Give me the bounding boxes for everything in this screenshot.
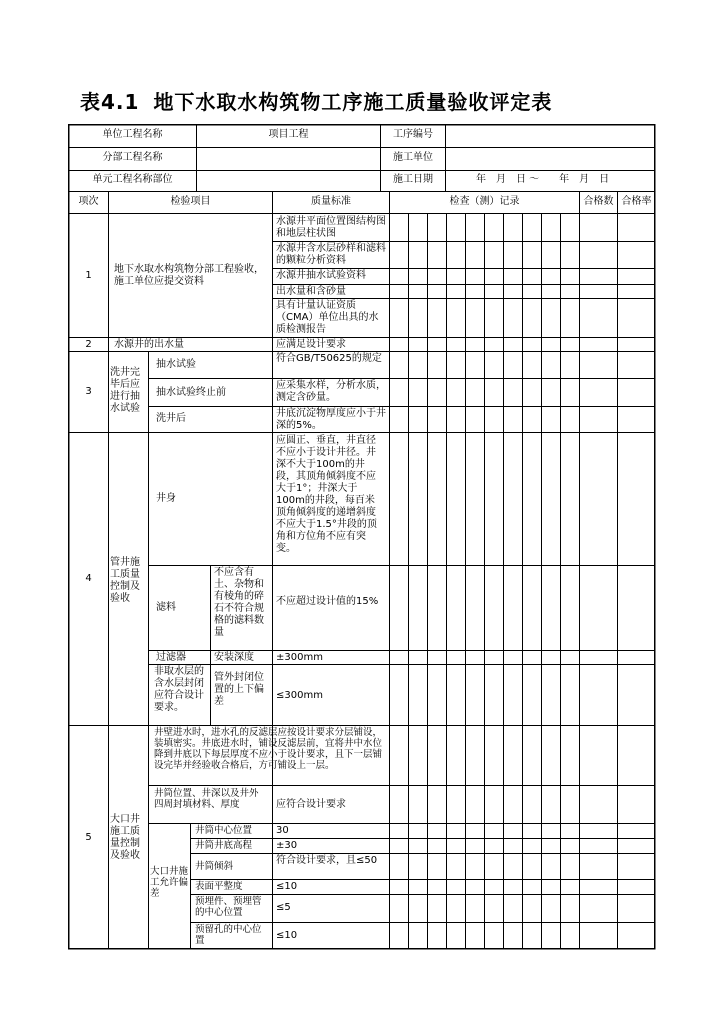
row4-no: 4	[85, 573, 92, 584]
seal-cond: 管外封闭位置的上下偏差	[214, 672, 264, 707]
seal-name: 非取水层的含水层封闭应符合设计要求。	[154, 666, 204, 713]
well-body-standard: 应圆正、垂直，井直径不应小于设计井径。井深不大于100m的井段，其顶角倾斜度不应大于1°；井深大于100m的井段，每百米顶角倾斜度的递增斜度不应大于1.5°井段的顶角和方位角不应有突变。	[276, 435, 377, 554]
col-pass-rate: 合格率	[621, 196, 652, 207]
filter-name: 过滤器	[156, 652, 186, 663]
tol-3-standard: 符合设计要求，且≤50	[276, 855, 378, 866]
row1-doc-5: 具有计量认证资质（CMA）单位出具的水质检测报告	[276, 300, 379, 335]
row1-item: 地下水取水构筑物分部工程验收，施工单位应提交资料	[114, 264, 264, 287]
col-item: 检验项目	[170, 196, 211, 207]
row5-note: 井壁进水时，进水孔的反滤层应按设计要求分层铺设，装填密实。井底进水时，铺设反滤层前，宜将井中水位降到井底以下每层厚度不应小于设计要求，且下一层铺设完毕并经验收合格后，方可铺设上一层。	[154, 727, 383, 771]
filter-material-cond: 不应含有土、杂物和有棱角的碎石不符合规格的滤料数量	[214, 567, 264, 638]
process-no-label: 工序编号	[393, 129, 433, 140]
tol-1-standard: 30	[276, 825, 289, 836]
row1-doc-2: 水源井含水层砂样和滤料的颗粒分析资料	[276, 243, 386, 266]
row3-sub1-name: 抽水试验	[156, 359, 196, 370]
col-standard: 质量标准	[311, 196, 351, 207]
tol-2-standard: ±30	[276, 840, 298, 851]
filter-standard: ±300mm	[276, 652, 323, 663]
row1-no: 1	[85, 270, 92, 281]
row1-doc-4: 出水量和含砂量	[276, 286, 346, 297]
row3-no: 3	[85, 386, 92, 397]
row3-sub3-name: 洗井后	[156, 413, 186, 424]
row2-item: 水源井的出水量	[114, 339, 184, 350]
col-pass-count: 合格数	[583, 196, 614, 207]
tol-5-name: 预埋件、预埋管的中心位置	[195, 896, 262, 918]
sub-project-label: 分部工程名称	[102, 152, 163, 163]
element-label: 单元工程名称部位	[92, 174, 173, 185]
date-label: 施工日期	[393, 174, 433, 185]
construction-unit-label: 施工单位	[393, 152, 433, 163]
row3-sub1-standard: 符合GB/T50625的规定	[276, 353, 382, 364]
unit-project-label: 单位工程名称	[102, 129, 163, 140]
row1-doc-1: 水源井平面位置图结构图和地层柱状图	[276, 216, 386, 239]
col-index: 项次	[78, 196, 99, 207]
row4-group: 管井施工质量控制及验收	[110, 557, 140, 604]
row3-sub2-standard: 应采集水样，分析水质，测定含砂量。	[276, 380, 386, 403]
row3-sub3-standard: 井底沉淀物厚度应小于井深的5%。	[276, 408, 386, 431]
tol-6-standard: ≤10	[276, 930, 298, 941]
title-code: 表4.1	[80, 90, 140, 114]
tol-2-name: 井筒井底高程	[195, 840, 253, 851]
caisson-item: 井筒位置、井深以及井外四周封填材料、厚度	[154, 788, 259, 810]
seal-standard: ≤300mm	[276, 690, 323, 701]
tolerance-group: 大口井施工允许偏差	[150, 866, 189, 899]
tol-5-standard: ≤5	[276, 902, 291, 913]
filter-cond: 安装深度	[214, 652, 254, 663]
row5-no: 5	[85, 832, 92, 843]
row3-sub2-name: 抽水试验终止前	[156, 387, 226, 398]
tol-4-standard: ≤10	[276, 881, 298, 892]
tol-3-name: 井筒倾斜	[195, 861, 234, 872]
row2-no: 2	[85, 339, 92, 350]
filter-material-name: 滤料	[156, 602, 176, 613]
filter-material-standard: 不应超过设计值的15%	[276, 596, 379, 607]
title-name: 地下水取水构筑物工序施工质量验收评定表	[153, 90, 553, 114]
well-body-name: 井身	[156, 493, 176, 504]
row2-standard: 应满足设计要求	[276, 339, 346, 350]
date-range[interactable]: 年 月 日 ～ 年 月 日	[476, 174, 610, 185]
tol-6-name: 预留孔的中心位置	[195, 924, 262, 946]
caisson-standard: 应符合设计要求	[276, 799, 346, 810]
row1-doc-3: 水源井抽水试验资料	[276, 270, 366, 281]
col-check-record: 检查（测）记录	[449, 196, 520, 207]
tol-4-name: 表面平整度	[195, 881, 243, 892]
row3-group: 洗井完毕后应进行抽水试验	[110, 367, 140, 414]
tol-1-name: 井筒中心位置	[195, 825, 253, 836]
project-value[interactable]: 项目工程	[268, 129, 309, 140]
row5-group: 大口井施工质量控制及验收	[110, 814, 140, 861]
